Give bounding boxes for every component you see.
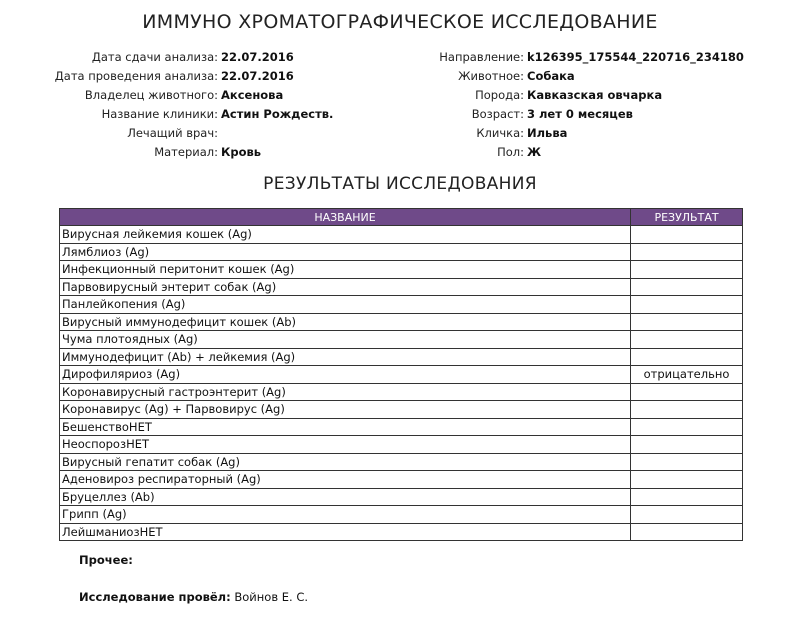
test-name-cell: Грипп (Ag) [60, 506, 631, 524]
info-left-value: Кровь [221, 145, 262, 159]
test-name-cell: Парвовирусный энтерит собак (Ag) [60, 278, 631, 296]
test-result-cell [631, 226, 743, 244]
info-right-label: Возраст: [471, 107, 524, 121]
table-row [60, 278, 743, 296]
table-row [60, 348, 743, 366]
info-left-value: 22.07.2016 [221, 69, 294, 83]
table-row [60, 488, 743, 506]
test-name-cell: Вирусная лейкемия кошек (Ag) [60, 226, 631, 244]
test-result-cell [631, 383, 743, 401]
table-row [60, 366, 743, 384]
test-result-cell [631, 418, 743, 436]
info-right-row [380, 143, 744, 162]
test-result-cell [631, 313, 743, 331]
info-right-row [380, 105, 744, 124]
info-left-label: Владелец животного: [84, 88, 218, 102]
test-name-cell: Чума плотоядных (Ag) [60, 331, 631, 349]
test-name-cell: Бруцеллез (Ab) [60, 488, 631, 506]
column-header-result: РЕЗУЛЬТАТ [631, 209, 743, 226]
info-right-value: Кавказская овчарка [527, 88, 663, 102]
table-row [60, 453, 743, 471]
other-notes [79, 553, 133, 567]
patient-info-right [380, 48, 744, 162]
table-row [60, 523, 743, 541]
test-result-cell: отрицательно [631, 366, 743, 384]
table-row [60, 296, 743, 314]
info-right-label: Направление: [439, 50, 524, 64]
test-name-cell: ЛейшманиозНЕТ [60, 523, 631, 541]
test-result-cell [631, 506, 743, 524]
test-name-cell: Коронавирус (Ag) + Парвовирус (Ag) [60, 401, 631, 419]
info-left-row [10, 48, 333, 67]
test-name-cell: НеоспорозНЕТ [60, 436, 631, 454]
test-result-cell [631, 348, 743, 366]
info-left-label: Материал: [154, 145, 218, 159]
info-right-value: Собака [527, 69, 575, 83]
info-right-value: Ильва [527, 126, 568, 140]
info-left-row [10, 143, 333, 162]
test-name-cell: Аденовироз респираторный (Ag) [60, 471, 631, 489]
performed-by-value: Войнов Е. С. [234, 590, 309, 604]
test-name-cell: Дирофиляриоз (Ag) [60, 366, 631, 384]
test-name-cell: Вирусный гепатит собак (Ag) [60, 453, 631, 471]
test-result-cell [631, 243, 743, 261]
table-row [60, 313, 743, 331]
info-right-label: Порода: [475, 88, 524, 102]
test-name-cell: Инфекционный перитонит кошек (Ag) [60, 261, 631, 279]
test-result-cell [631, 261, 743, 279]
test-name-cell: Иммунодефицит (Ab) + лейкемия (Ag) [60, 348, 631, 366]
other-label: Прочее: [79, 553, 133, 567]
info-left-label: Дата сдачи анализа: [91, 50, 218, 64]
test-name-cell: БешенствоНЕТ [60, 418, 631, 436]
info-right-value: Ж [527, 145, 542, 159]
performed-by [79, 590, 308, 604]
test-name-cell: Лямблиоз (Ag) [60, 243, 631, 261]
test-result-cell [631, 401, 743, 419]
info-left-label: Лечащий врач: [127, 126, 218, 140]
info-left-value: Аксенова [221, 88, 284, 102]
results-table [59, 208, 743, 541]
table-row [60, 261, 743, 279]
test-result-cell [631, 436, 743, 454]
info-left-row [10, 124, 333, 143]
test-result-cell [631, 471, 743, 489]
test-result-cell [631, 278, 743, 296]
info-left-value: 22.07.2016 [221, 50, 294, 64]
test-name-cell: Панлейкопения (Ag) [60, 296, 631, 314]
results-title: РЕЗУЛЬТАТЫ ИССЛЕДОВАНИЯ [263, 174, 537, 194]
info-right-row [380, 86, 744, 105]
info-left-label: Название клиники: [101, 107, 218, 121]
performed-by-label: Исследование провёл: [79, 590, 231, 604]
info-left-row [10, 105, 333, 124]
table-row [60, 506, 743, 524]
test-result-cell [631, 523, 743, 541]
info-right-row [380, 67, 744, 86]
test-name-cell: Вирусный иммунодефицит кошек (Ab) [60, 313, 631, 331]
test-name-cell: Коронавирусный гастроэнтерит (Ag) [60, 383, 631, 401]
patient-info-left [10, 48, 333, 162]
table-row [60, 383, 743, 401]
info-right-value: k126395_175544_220716_234180 [527, 50, 744, 64]
info-left-label: Дата проведения анализа: [54, 69, 218, 83]
test-result-cell [631, 488, 743, 506]
results-table-header [60, 209, 743, 226]
info-right-label: Животное: [458, 69, 524, 83]
table-row [60, 226, 743, 244]
column-header-name: НАЗВАНИЕ [60, 209, 631, 226]
info-left-value: Астин Рождеств. [221, 107, 334, 121]
info-right-value: 3 лет 0 месяцев [527, 107, 633, 121]
table-row [60, 471, 743, 489]
table-row [60, 243, 743, 261]
results-table-body [60, 226, 743, 541]
info-left-row [10, 67, 333, 86]
table-row [60, 401, 743, 419]
info-right-label: Кличка: [476, 126, 524, 140]
test-result-cell [631, 453, 743, 471]
info-left-value [218, 126, 221, 140]
info-right-label: Пол: [497, 145, 524, 159]
table-row [60, 418, 743, 436]
table-row [60, 436, 743, 454]
document-title: ИММУНО ХРОМАТОГРАФИЧЕСКОЕ ИССЛЕДОВАНИЕ [142, 11, 658, 33]
info-right-row [380, 48, 744, 67]
test-result-cell [631, 331, 743, 349]
table-row [60, 331, 743, 349]
info-left-row [10, 86, 333, 105]
info-right-row [380, 124, 744, 143]
test-result-cell [631, 296, 743, 314]
